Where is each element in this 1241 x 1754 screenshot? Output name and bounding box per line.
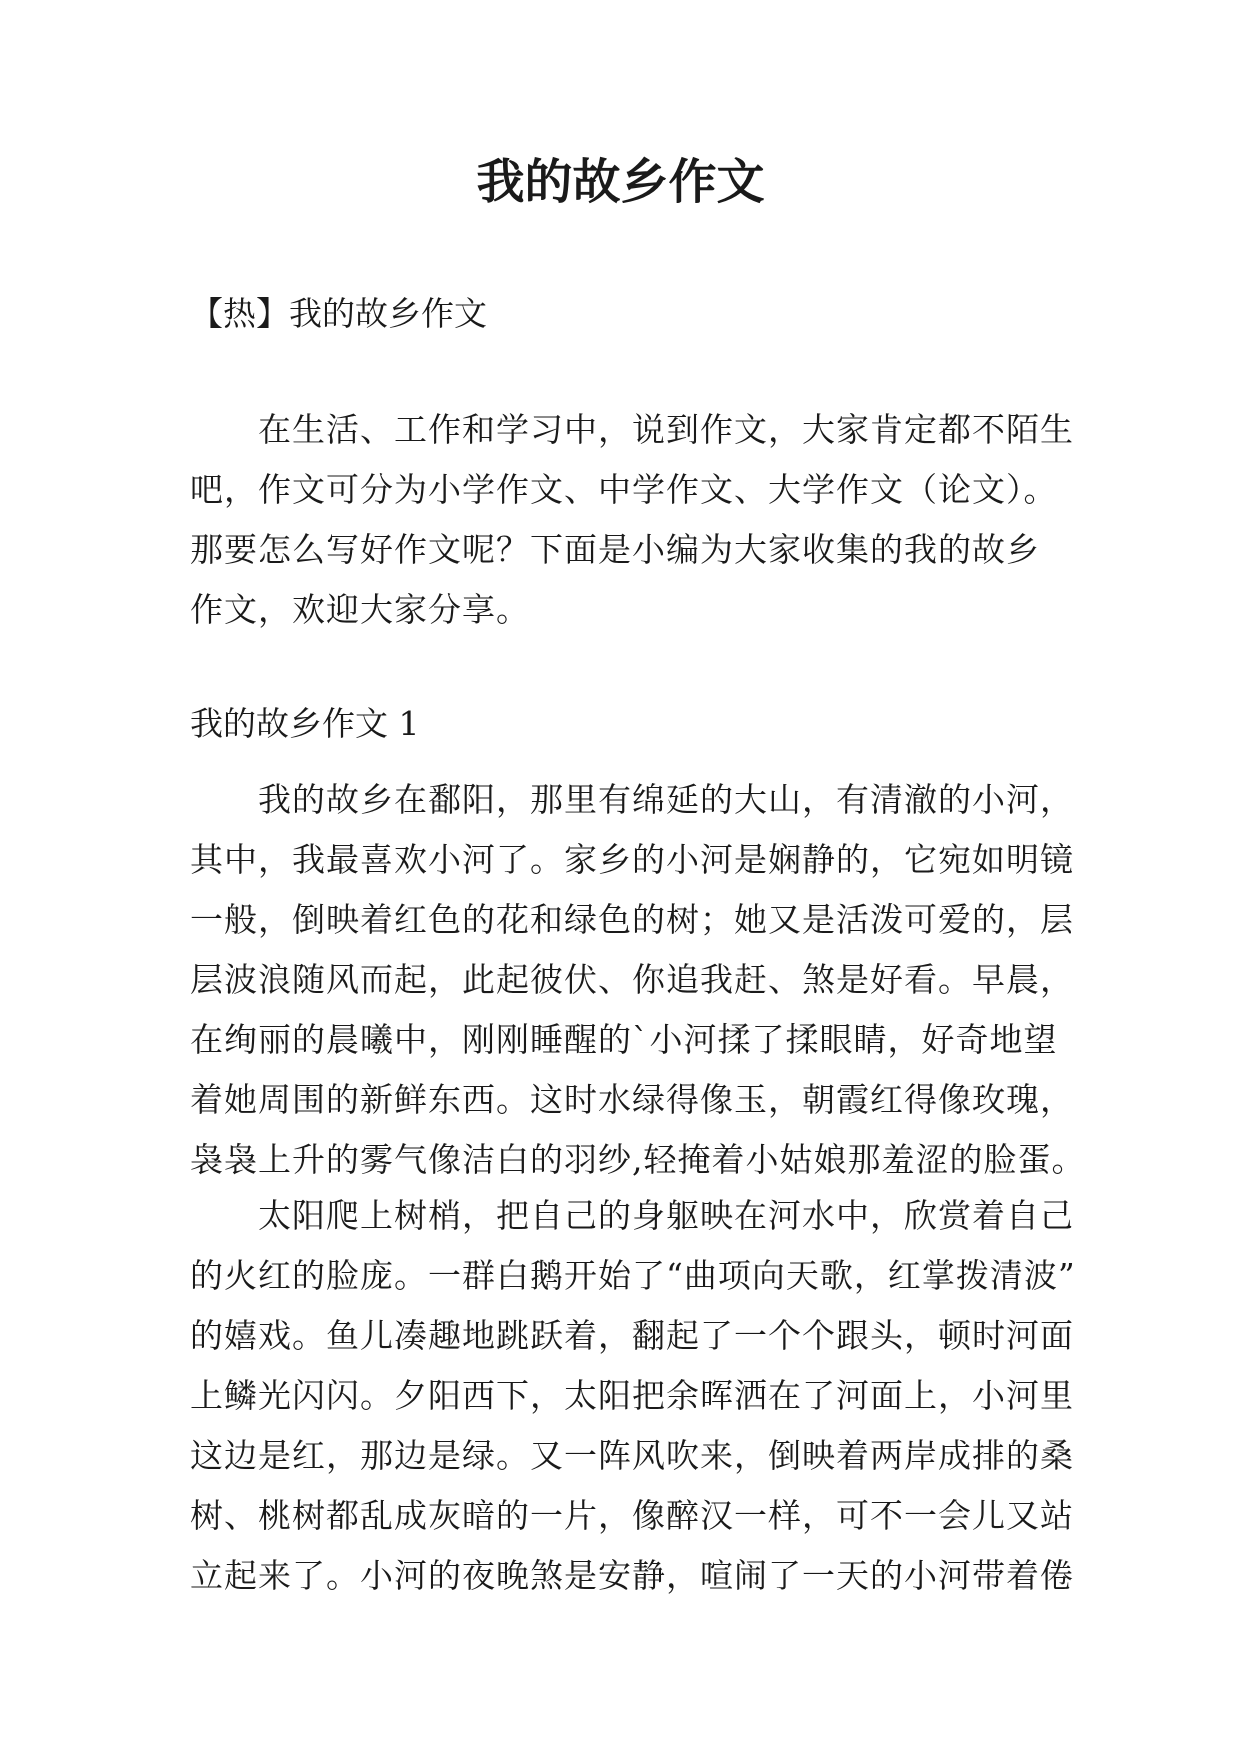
body-paragraph-1 [190,770,1086,1190]
paragraph-line: 的火红的脸庞。一群白鹅开始了“曲项向天歌，红掌拨清波” [190,1256,1076,1295]
paragraph-line: 的嬉戏。鱼儿凑趣地跳跃着，翻起了一个个跟头，顿时河面 [190,1316,1074,1355]
document-title: 我的故乡作文 [476,154,765,210]
paragraph-line: 一般，倒映着红色的花和绿色的树；她又是活泼可爱的，层 [190,900,1074,939]
paragraph-line: 这边是红，那边是绿。又一阵风吹来，倒映着两岸成排的桑 [190,1436,1074,1475]
paragraph-line: 吧，作文可分为小学作文、中学作文、大学作文（论文）。 [190,470,1058,509]
paragraph-line: 在生活、工作和学习中，说到作文，大家肯定都不陌生 [258,410,1074,449]
paragraph-line: 着她周围的新鲜东西。这时水绿得像玉，朝霞红得像玫瑰， [190,1080,1074,1119]
paragraph-line: 我的故乡在鄱阳，那里有绵延的大山，有清澈的小河， [258,780,1074,819]
intro-paragraph [190,400,1074,640]
paragraph-line: 层波浪随风而起，此起彼伏、你追我赶、煞是好看。早晨， [190,960,1074,999]
paragraph-line: 太阳爬上树梢，把自己的身躯映在河水中，欣赏着自己 [258,1196,1074,1235]
paragraph-line: 树、桃树都乱成灰暗的一片，像醉汉一样，可不一会儿又站 [190,1496,1074,1535]
paragraph-line: 在绚丽的晨曦中，刚刚睡醒的`小河揉了揉眼睛，好奇地望 [190,1020,1058,1059]
paragraph-line: 其中，我最喜欢小河了。家乡的小河是娴静的，它宛如明镜 [190,840,1074,879]
paragraph-line: 上鳞光闪闪。夕阳西下，太阳把余晖洒在了河面上，小河里 [190,1376,1074,1415]
paragraph-line: 立起来了。小河的夜晚煞是安静，喧闹了一天的小河带着倦 [190,1556,1074,1595]
paragraph-line: 袅袅上升的雾气像洁白的羽纱,轻掩着小姑娘那羞涩的脸蛋。 [190,1140,1086,1179]
document-subtitle: 【热】我的故乡作文 [190,294,487,333]
paragraph-line: 作文，欢迎大家分享。 [190,590,530,629]
section-heading: 我的故乡作文 1 [190,704,420,743]
paragraph-line: 那要怎么写好作文呢？下面是小编为大家收集的我的故乡 [190,530,1040,569]
body-paragraph-2 [190,1186,1076,1606]
